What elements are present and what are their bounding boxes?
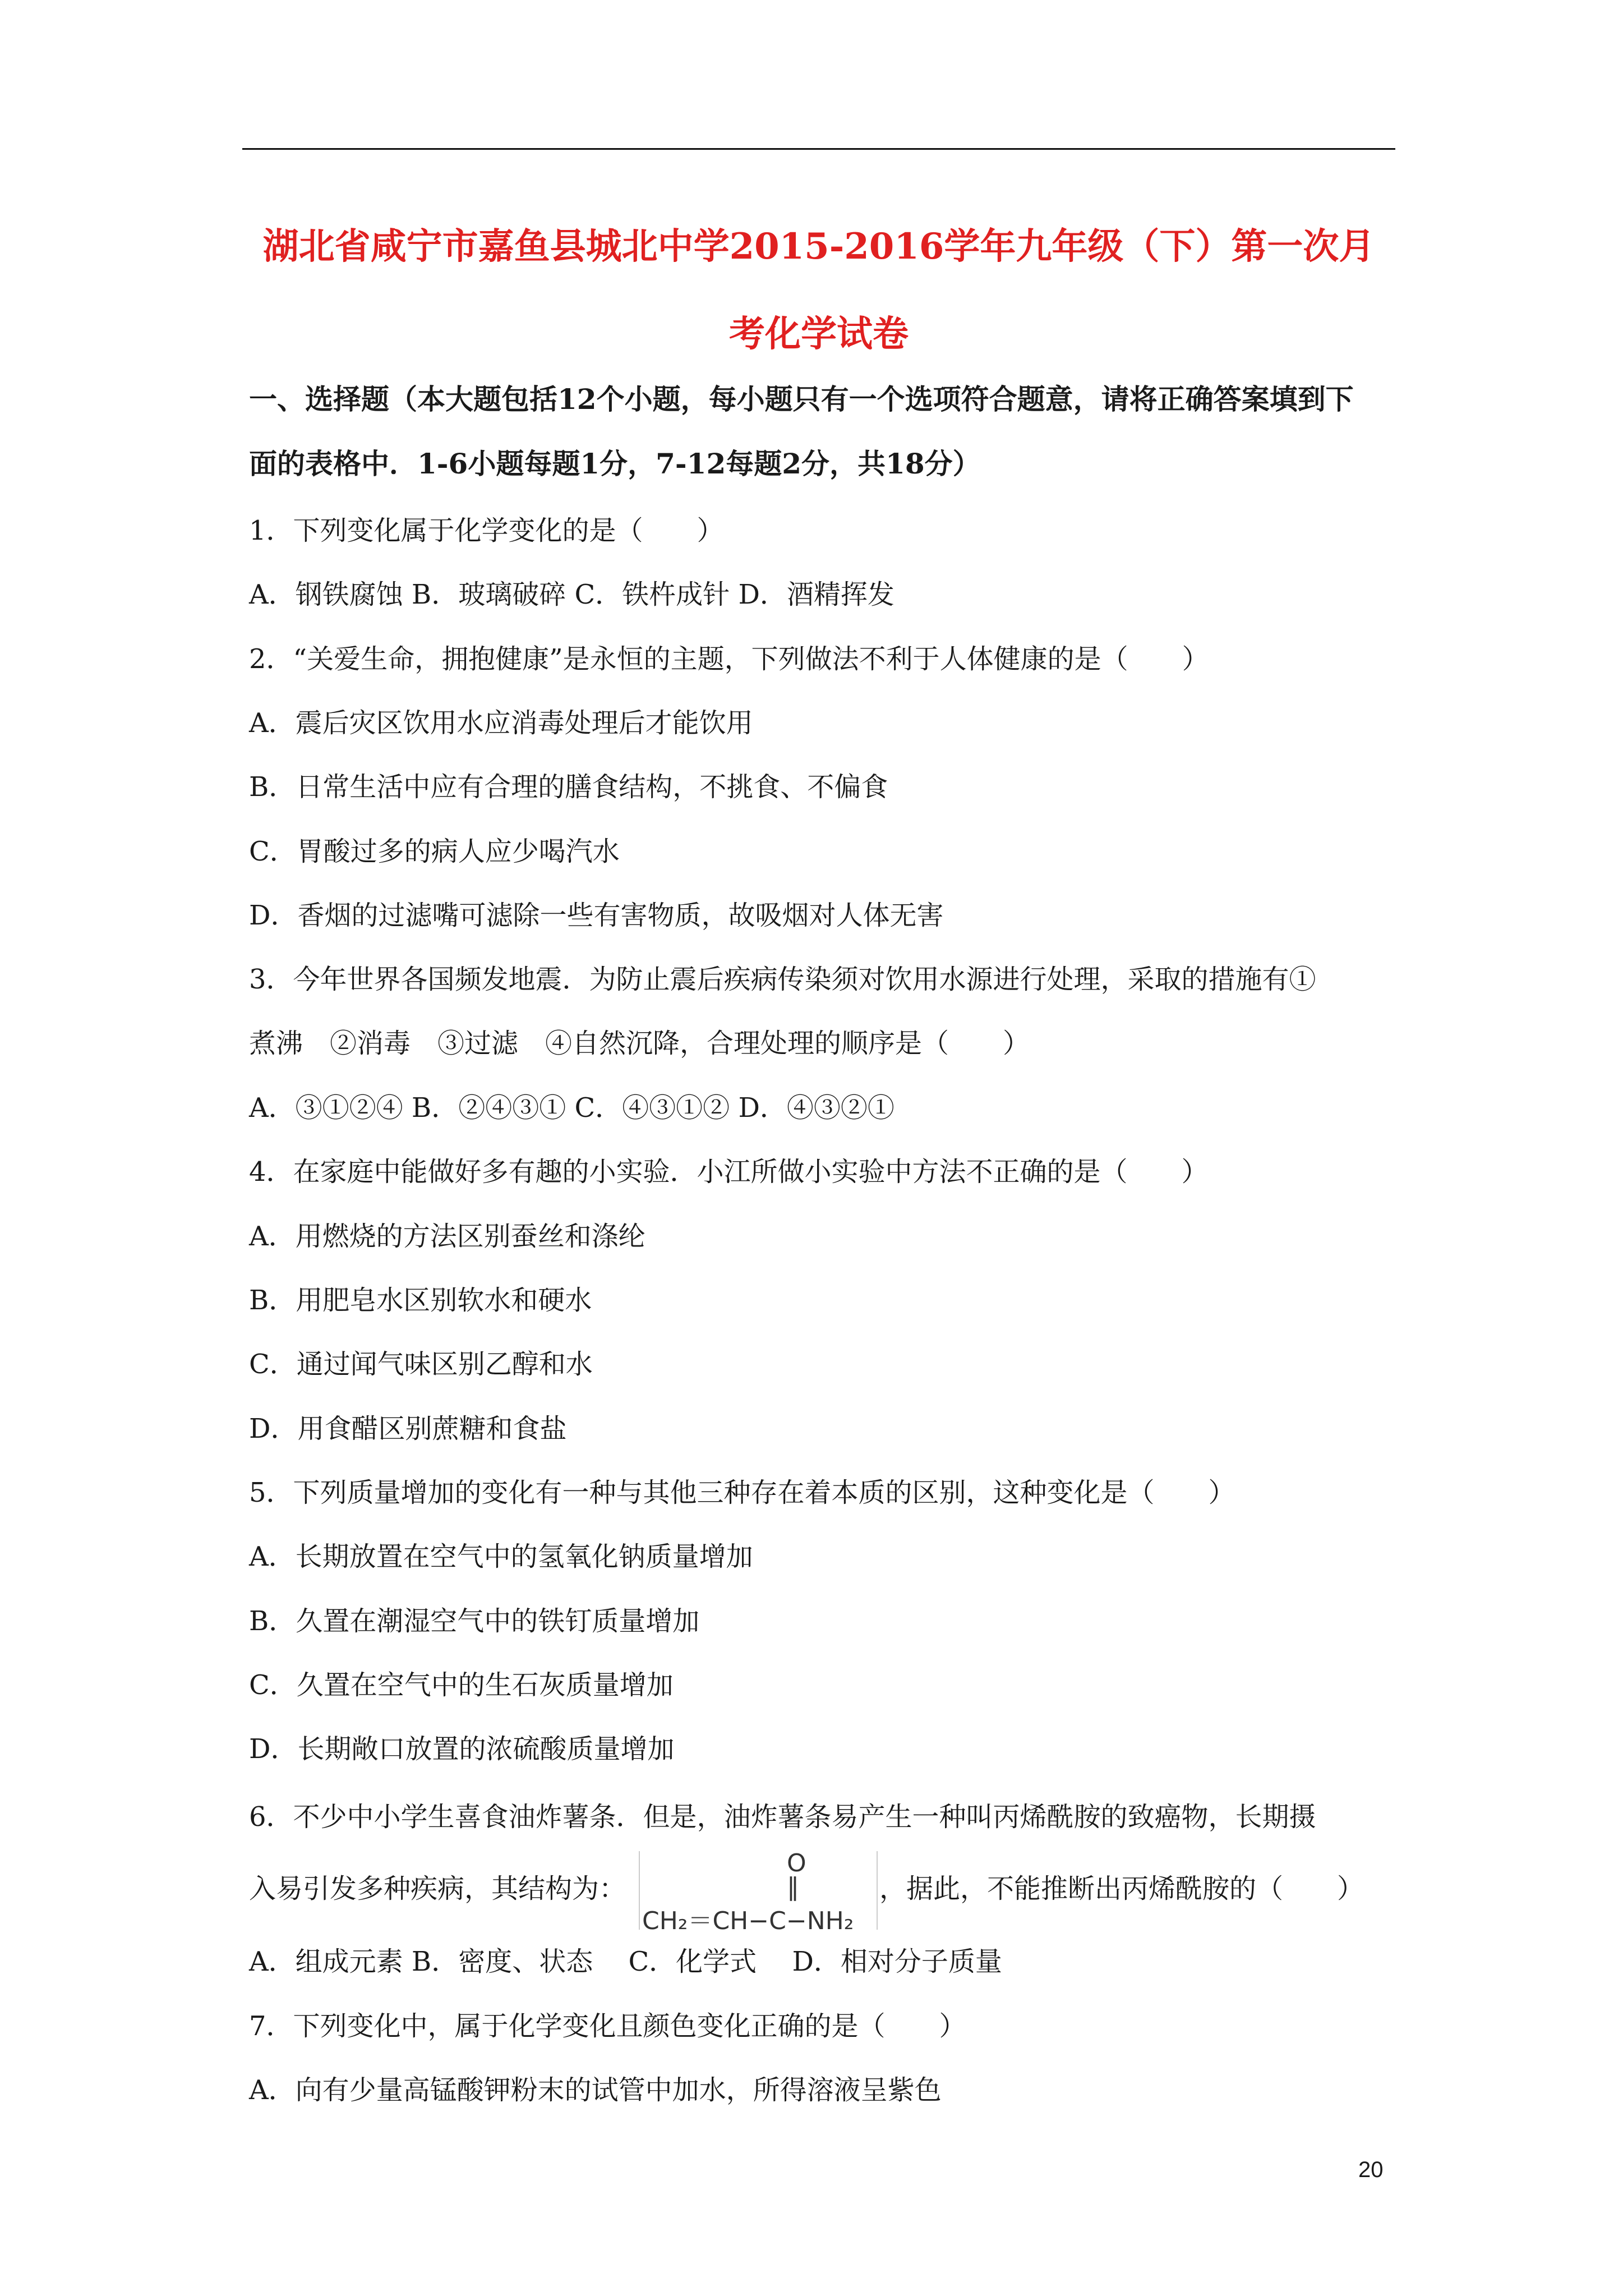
answer-options: A．组成元素 B．密度、状态 C．化学式 D．相对分子质量 bbox=[249, 1946, 1002, 1977]
question-line: 1．下列变化属于化学变化的是（ ） bbox=[249, 515, 724, 546]
top-rule bbox=[242, 148, 1395, 150]
section-heading-line2: 面的表格中．1-6小题每题1分，7-12每题2分，共18分） bbox=[249, 447, 981, 480]
answer-option: C．通过闻气味区别乙醇和水 bbox=[249, 1349, 593, 1380]
formula-chain: CH₂＝CH−C−NH₂ bbox=[642, 1907, 854, 1935]
answer-option: C．胃酸过多的病人应少喝汽水 bbox=[249, 836, 620, 867]
answer-option: D．香烟的过滤嘴可滤除一些有害物质，故吸烟对人体无害 bbox=[249, 900, 944, 931]
answer-option: C．久置在空气中的生石灰质量增加 bbox=[249, 1669, 674, 1701]
question-line: 4．在家庭中能做好多有趣的小实验．小江所做小实验中方法不正确的是（ ） bbox=[249, 1156, 1209, 1188]
answer-option: D．用食醋区别蔗糖和食盐 bbox=[249, 1413, 567, 1444]
answer-option: A．用燃烧的方法区别蚕丝和涤纶 bbox=[249, 1221, 645, 1252]
answer-option: B．久置在潮湿空气中的铁钉质量增加 bbox=[249, 1605, 700, 1637]
answer-option: D．长期敞口放置的浓硫酸质量增加 bbox=[249, 1733, 675, 1765]
section-heading-line1: 一、选择题（本大题包括12个小题，每小题只有一个选项符合题意，请将正确答案填到下 bbox=[249, 383, 1354, 416]
exam-title-line1: 湖北省咸宁市嘉鱼县城北中学2015-2016学年九年级（下）第一次月 bbox=[262, 226, 1375, 268]
question-line: 2．“关爱生命，拥抱健康”是永恒的主题，下列做法不利于人体健康的是（ ） bbox=[249, 643, 1209, 675]
answer-option: B．用肥皂水区别软水和硬水 bbox=[249, 1285, 592, 1316]
answer-options: A．③①②④ B．②④③① C．④③①② D．④③②① bbox=[249, 1092, 895, 1124]
page-number: 20 bbox=[1358, 2157, 1384, 2182]
question-line: 5．下列质量增加的变化有一种与其他三种存在着本质的区别，这种变化是（ ） bbox=[249, 1477, 1235, 1508]
formula-oxygen: O bbox=[787, 1849, 806, 1878]
question-line: 6．不少中小学生喜食油炸薯条．但是，油炸薯条易产生一种叫丙烯酰胺的致癌物，长期摄 bbox=[249, 1801, 1316, 1833]
question-line-before-formula: 入易引发多种疾病，其结构为： bbox=[249, 1873, 626, 1904]
formula-image-edge bbox=[877, 1851, 878, 1930]
formula-double-bond: ‖ bbox=[787, 1872, 799, 1901]
answer-options: A．钢铁腐蚀 B．玻璃破碎 C．铁杵成针 D．酒精挥发 bbox=[249, 579, 895, 610]
answer-option: A．长期放置在空气中的氢氧化钠质量增加 bbox=[249, 1541, 753, 1572]
question-line: 7．下列变化中，属于化学变化且颜色变化正确的是（ ） bbox=[249, 2010, 966, 2042]
question-line: 煮沸 ②消毒 ③过滤 ④自然沉降，合理处理的顺序是（ ） bbox=[249, 1028, 1030, 1059]
acrylamide-structure-formula bbox=[642, 1849, 878, 1933]
question-line-after-formula: ，据此，不能推断出丙烯酰胺的（ ） bbox=[879, 1873, 1364, 1904]
formula-image-edge bbox=[639, 1851, 640, 1930]
answer-option: A．向有少量高锰酸钾粉末的试管中加水，所得溶液呈紫色 bbox=[249, 2074, 942, 2106]
answer-option: B．日常生活中应有合理的膳食结构，不挑食、不偏食 bbox=[249, 771, 888, 803]
exam-title-line2: 考化学试卷 bbox=[729, 313, 909, 355]
question-line: 3．今年世界各国频发地震．为防止震后疾病传染须对饮用水源进行处理，采取的措施有① bbox=[249, 964, 1316, 995]
answer-option: A．震后灾区饮用水应消毒处理后才能饮用 bbox=[249, 707, 753, 739]
